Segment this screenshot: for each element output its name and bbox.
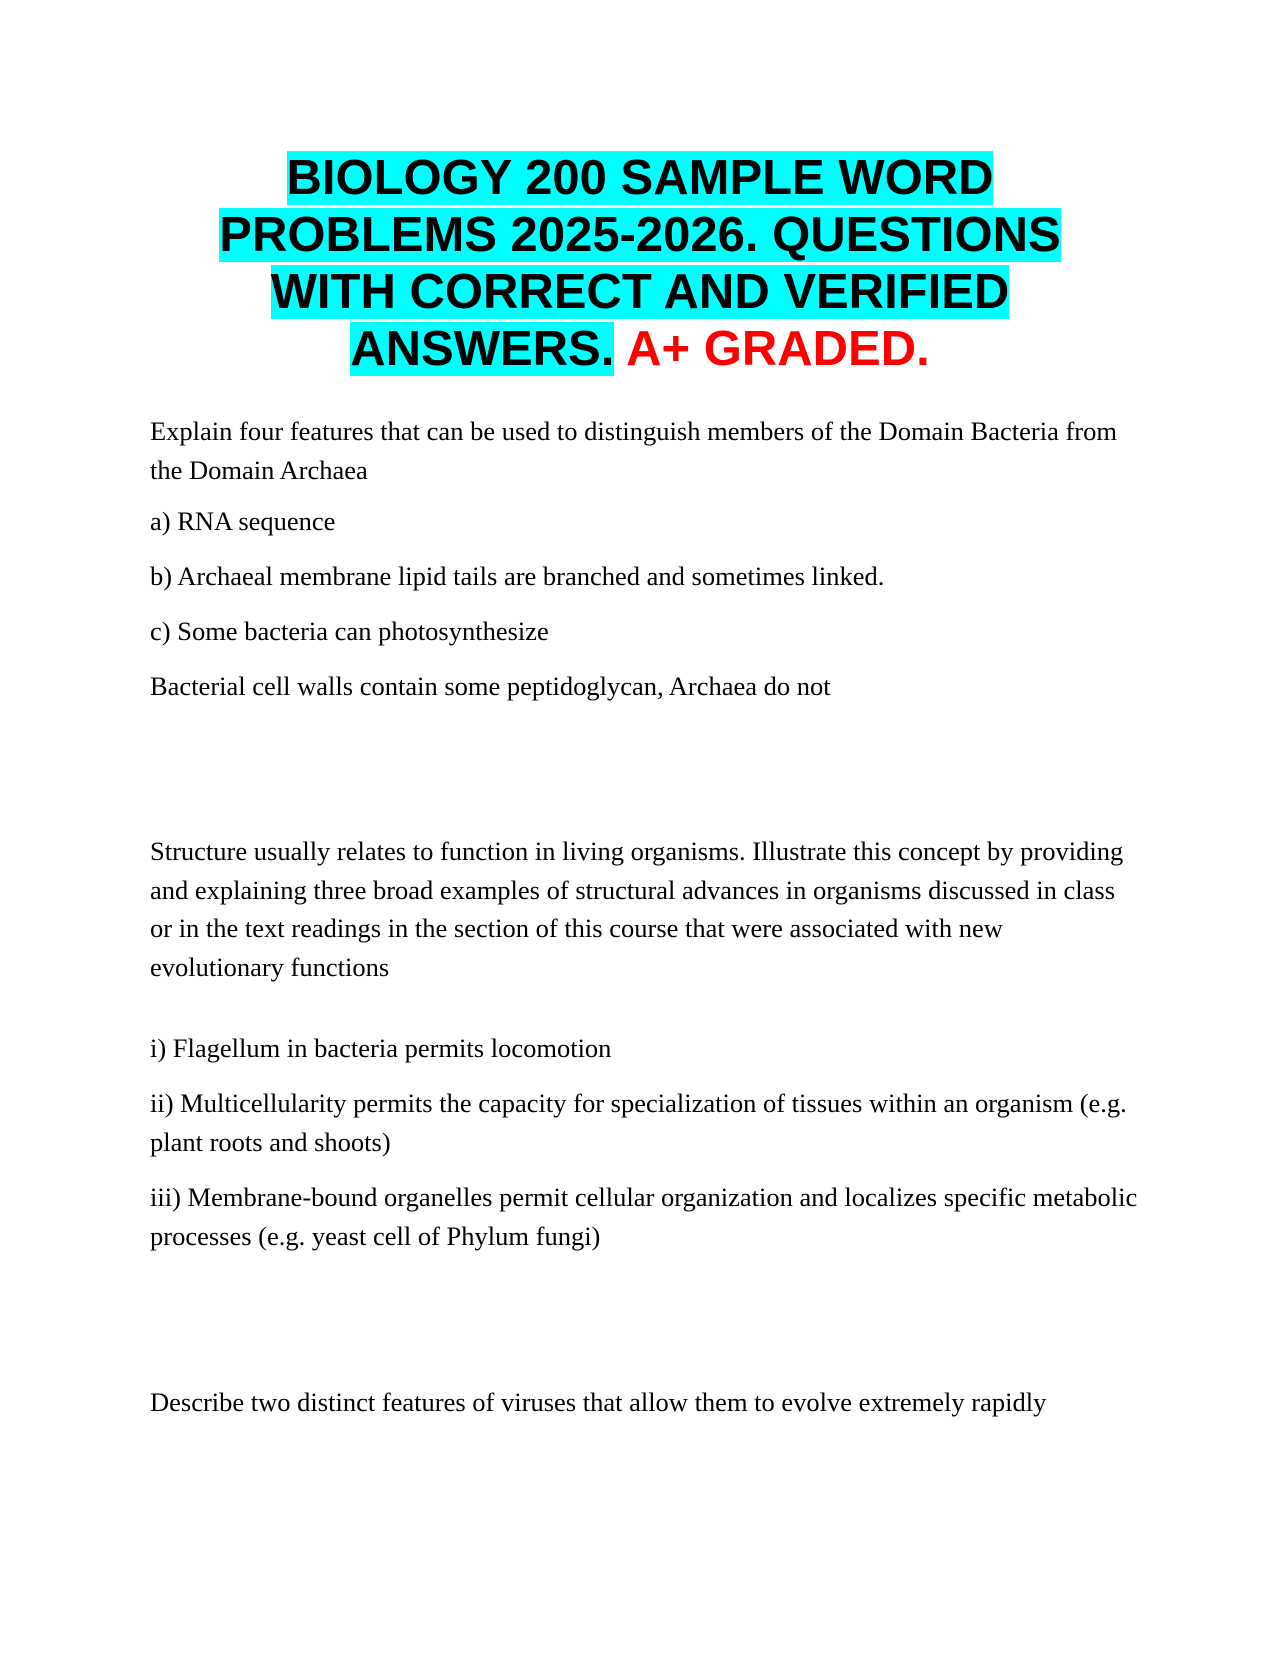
document-title	[150, 150, 1130, 378]
title-highlighted-text: BIOLOGY 200 SAMPLE WORD PROBLEMS 2025-2026. QUESTIONS WITH CORRECT AND VERIFIED ANSWERS.	[219, 151, 1061, 376]
question-1-answer-c: c) Some bacteria can photosynthesize	[150, 616, 549, 646]
question-1-answer-a: a) RNA sequence	[150, 506, 336, 536]
question-2-answer-ii: ii) Multicellularity permits the capacity for specialization of tissues within an organism (e.g. plant roots and shoots)	[150, 1088, 1127, 1157]
question-2-text: Structure usually relates to function in living organisms. Illustrate this concept by providing and explaining three broad examples of structural advances in organisms discussed in class or in the text readings in the section of this course that were associated with new evolutionary functions	[150, 836, 1124, 982]
question-1-text: Explain four features that can be used to distinguish members of the Domain Bacteria from the Domain Archaea	[150, 416, 1117, 485]
question-2-answer-iii: iii) Membrane-bound organelles permit cellular organization and localizes specific metabolic processes (e.g. yeast cell of Phylum fungi)	[150, 1182, 1138, 1251]
question-2-answer-i: i) Flagellum in bacteria permits locomotion	[150, 1033, 612, 1063]
question-3-text: Describe two distinct features of viruses that allow them to evolve extremely rapidly	[150, 1387, 1047, 1417]
question-1-answer-d: Bacterial cell walls contain some peptidoglycan, Archaea do not	[150, 671, 831, 701]
title-grade-text: A+ GRADED.	[626, 322, 930, 376]
question-1-answer-b: b) Archaeal membrane lipid tails are branched and sometimes linked.	[150, 561, 885, 591]
